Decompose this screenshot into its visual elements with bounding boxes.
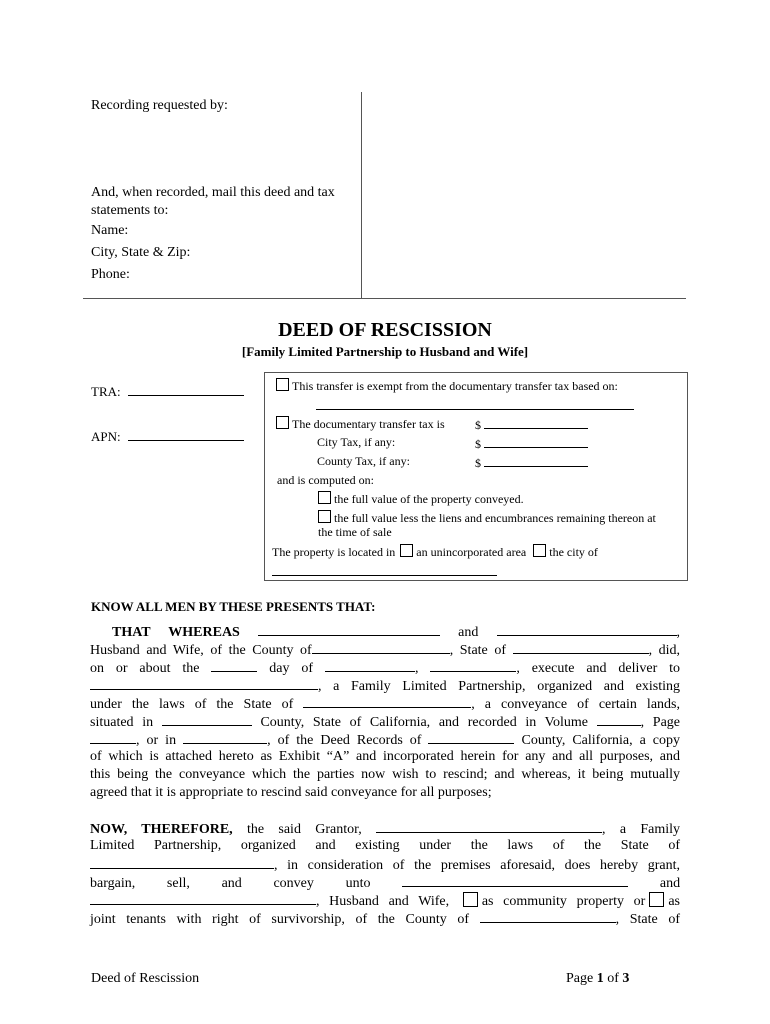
dollar-sign: $ xyxy=(475,418,481,432)
now-line-5 xyxy=(90,892,680,910)
tax-amount-line[interactable] xyxy=(484,416,588,429)
sell-word: sell, xyxy=(166,876,190,891)
situated-in-text: situated in xyxy=(90,715,154,730)
partnership-state-line[interactable] xyxy=(303,695,471,708)
mail-to-line1: And, when recorded, mail this deed and tax xyxy=(91,185,335,200)
page-line[interactable] xyxy=(90,731,136,744)
city-of-checkbox[interactable] xyxy=(533,544,546,557)
bargain-word: bargain, xyxy=(90,876,136,891)
unto-word: unto xyxy=(345,876,371,891)
as-word: as xyxy=(668,894,681,909)
now-line-2: Limited Partnership, organized and existing under the laws of the State of xyxy=(90,838,680,853)
of-label: of xyxy=(607,971,619,986)
footer-page-number xyxy=(566,971,629,987)
whereas-line-6 xyxy=(90,713,680,731)
grantee-county-line[interactable] xyxy=(480,910,616,923)
county-of-text: Husband and Wife, of the County of xyxy=(90,643,312,658)
instrument-line[interactable] xyxy=(183,731,267,744)
husband-wife-text: , Husband and Wife, xyxy=(316,894,450,909)
full-value-row xyxy=(318,491,524,507)
grantor-name-line[interactable] xyxy=(376,820,602,833)
city-tax-amount xyxy=(475,435,588,452)
and-word: and xyxy=(659,876,681,891)
apn-field xyxy=(91,428,244,445)
whereas-line-2 xyxy=(90,641,680,659)
county-california-text: County, California, a copy xyxy=(521,733,681,748)
on-or-about-text: on or about the xyxy=(90,661,200,676)
tra-input-line[interactable] xyxy=(128,383,244,396)
grantee-2-line[interactable] xyxy=(497,623,677,636)
joint-tenants-text: joint tenants with right of survivorship, of the County of xyxy=(90,912,469,927)
consideration-text: , in consideration of the premises aforesaid, does hereby grant, xyxy=(274,858,680,873)
phone-label: Phone: xyxy=(91,267,130,282)
day-line[interactable] xyxy=(211,659,257,672)
whereas-line-7 xyxy=(90,731,680,749)
situated-county-line[interactable] xyxy=(162,713,252,726)
located-in-text: The property is located in xyxy=(272,545,396,559)
volume-line[interactable] xyxy=(597,713,641,726)
records-county-line[interactable] xyxy=(428,731,514,744)
full-value-less-row xyxy=(318,510,656,526)
whereas-line-9: this being the conveyance which the parties now wish to rescind; and whereas, it being mutually xyxy=(90,767,680,782)
family-partnership-text: , a Family Limited Partnership, organized and existing xyxy=(318,679,680,694)
apn-label: APN: xyxy=(91,429,121,444)
now-line-6 xyxy=(90,910,680,928)
now-line-1 xyxy=(90,820,680,838)
computed-on-label: and is computed on: xyxy=(277,473,374,487)
dollar-sign: $ xyxy=(475,437,481,451)
county-tax-amount xyxy=(475,454,588,471)
dollar-sign: $ xyxy=(475,456,481,470)
convey-word: convey xyxy=(273,876,314,891)
comma: , xyxy=(414,661,419,676)
city-state-zip-label: City, State & Zip: xyxy=(91,245,191,260)
tax-is-amount xyxy=(475,416,588,433)
tra-field xyxy=(91,383,244,400)
whereas-line-10: agreed that it is appropriate to rescind said conveyance for all purposes; xyxy=(90,785,492,800)
apn-input-line[interactable] xyxy=(128,428,244,441)
page-label: Page xyxy=(566,971,594,986)
recorded-volume-text: County, State of California, and recorded in Volume xyxy=(260,715,588,730)
whereas-line-4 xyxy=(90,677,680,695)
header-divider-vertical xyxy=(361,92,362,298)
current-page: 1 xyxy=(596,971,604,986)
mail-to-line2: statements to: xyxy=(91,203,169,218)
exempt-row xyxy=(276,378,618,394)
city-of-text: the city of xyxy=(549,545,598,559)
full-value-checkbox[interactable] xyxy=(318,491,331,504)
full-value-less-cont: the time of sale xyxy=(318,525,392,539)
page-subtitle: [Family Limited Partnership to Husband and Wife] xyxy=(241,344,529,359)
exempt-text: This transfer is exempt from the documentary transfer tax based on: xyxy=(292,379,618,393)
county-tax-line[interactable] xyxy=(484,454,588,467)
header-divider-horizontal xyxy=(83,298,686,299)
tax-is-checkbox[interactable] xyxy=(276,416,289,429)
grantee-b-line[interactable] xyxy=(90,892,316,905)
page-title: DEED OF RESCISSION xyxy=(278,319,492,341)
county-tax-label: County Tax, if any: xyxy=(317,454,410,468)
exempt-checkbox[interactable] xyxy=(276,378,289,391)
whereas-label: THAT WHEREAS xyxy=(112,625,240,640)
now-therefore-label: NOW, THEREFORE, xyxy=(90,822,233,837)
deed-records-text: , of the Deed Records of xyxy=(267,733,422,748)
county-line[interactable] xyxy=(312,641,450,654)
now-line-3 xyxy=(90,856,680,874)
joint-tenants-checkbox[interactable] xyxy=(649,892,664,907)
tra-label: TRA: xyxy=(91,384,121,399)
or-in-text: , or in xyxy=(136,733,177,748)
and-word: and xyxy=(458,625,479,640)
whereas-line-3 xyxy=(90,659,680,677)
grantee-1-line[interactable] xyxy=(258,623,440,636)
know-all-heading: KNOW ALL MEN BY THESE PRESENTS THAT: xyxy=(91,599,376,614)
whereas-line-5 xyxy=(90,695,680,713)
did-text: , did, xyxy=(648,643,681,658)
name-label: Name: xyxy=(91,223,129,238)
footer-doc-name: Deed of Rescission xyxy=(91,971,200,986)
state-line[interactable] xyxy=(513,641,649,654)
full-value-text: the full value of the property conveyed. xyxy=(334,492,524,506)
state-of-text: , State of xyxy=(615,912,681,927)
full-value-less-checkbox[interactable] xyxy=(318,510,331,523)
city-tax-line[interactable] xyxy=(484,435,588,448)
unincorporated-checkbox[interactable] xyxy=(400,544,413,557)
community-property-text: as community property or xyxy=(481,894,646,909)
total-pages: 3 xyxy=(622,971,630,986)
community-property-checkbox[interactable] xyxy=(463,892,478,907)
located-in-row xyxy=(272,544,598,560)
page-text: , Page xyxy=(640,715,681,730)
a-family-text: , a Family xyxy=(602,822,681,837)
exempt-basis-line[interactable] xyxy=(316,409,634,410)
whereas-line-1 xyxy=(90,623,680,641)
grantor-state-line[interactable] xyxy=(90,856,274,869)
conveyance-text: , a conveyance of certain lands, xyxy=(471,697,680,712)
month-line[interactable] xyxy=(325,659,415,672)
city-name-line[interactable] xyxy=(272,575,497,576)
laws-of-state-text: under the laws of the State of xyxy=(90,697,294,712)
state-of-text: , State of xyxy=(449,643,506,658)
execute-deliver-text: , execute and deliver to xyxy=(516,661,681,676)
said-grantor-text: the said Grantor, xyxy=(246,822,362,837)
unincorporated-text: an unincorporated area xyxy=(416,545,527,559)
grantee-a-line[interactable] xyxy=(402,874,628,887)
year-line[interactable] xyxy=(430,659,516,672)
and-word: and xyxy=(221,876,242,891)
partnership-name-line[interactable] xyxy=(90,677,318,690)
whereas-line-8: of which is attached hereto as Exhibit “A” and incorporated herein for any and all purposes, and xyxy=(90,749,680,764)
recording-requested-label: Recording requested by: xyxy=(91,98,228,113)
tax-is-row xyxy=(276,416,445,432)
day-of-text: day of xyxy=(269,661,314,676)
full-value-less-text: the full value less the liens and encumbrances remaining thereon at xyxy=(334,511,656,525)
tax-is-text: The documentary transfer tax is xyxy=(292,417,445,431)
now-line-4 xyxy=(90,874,680,892)
city-tax-label: City Tax, if any: xyxy=(317,435,396,449)
comma: , xyxy=(676,625,681,640)
